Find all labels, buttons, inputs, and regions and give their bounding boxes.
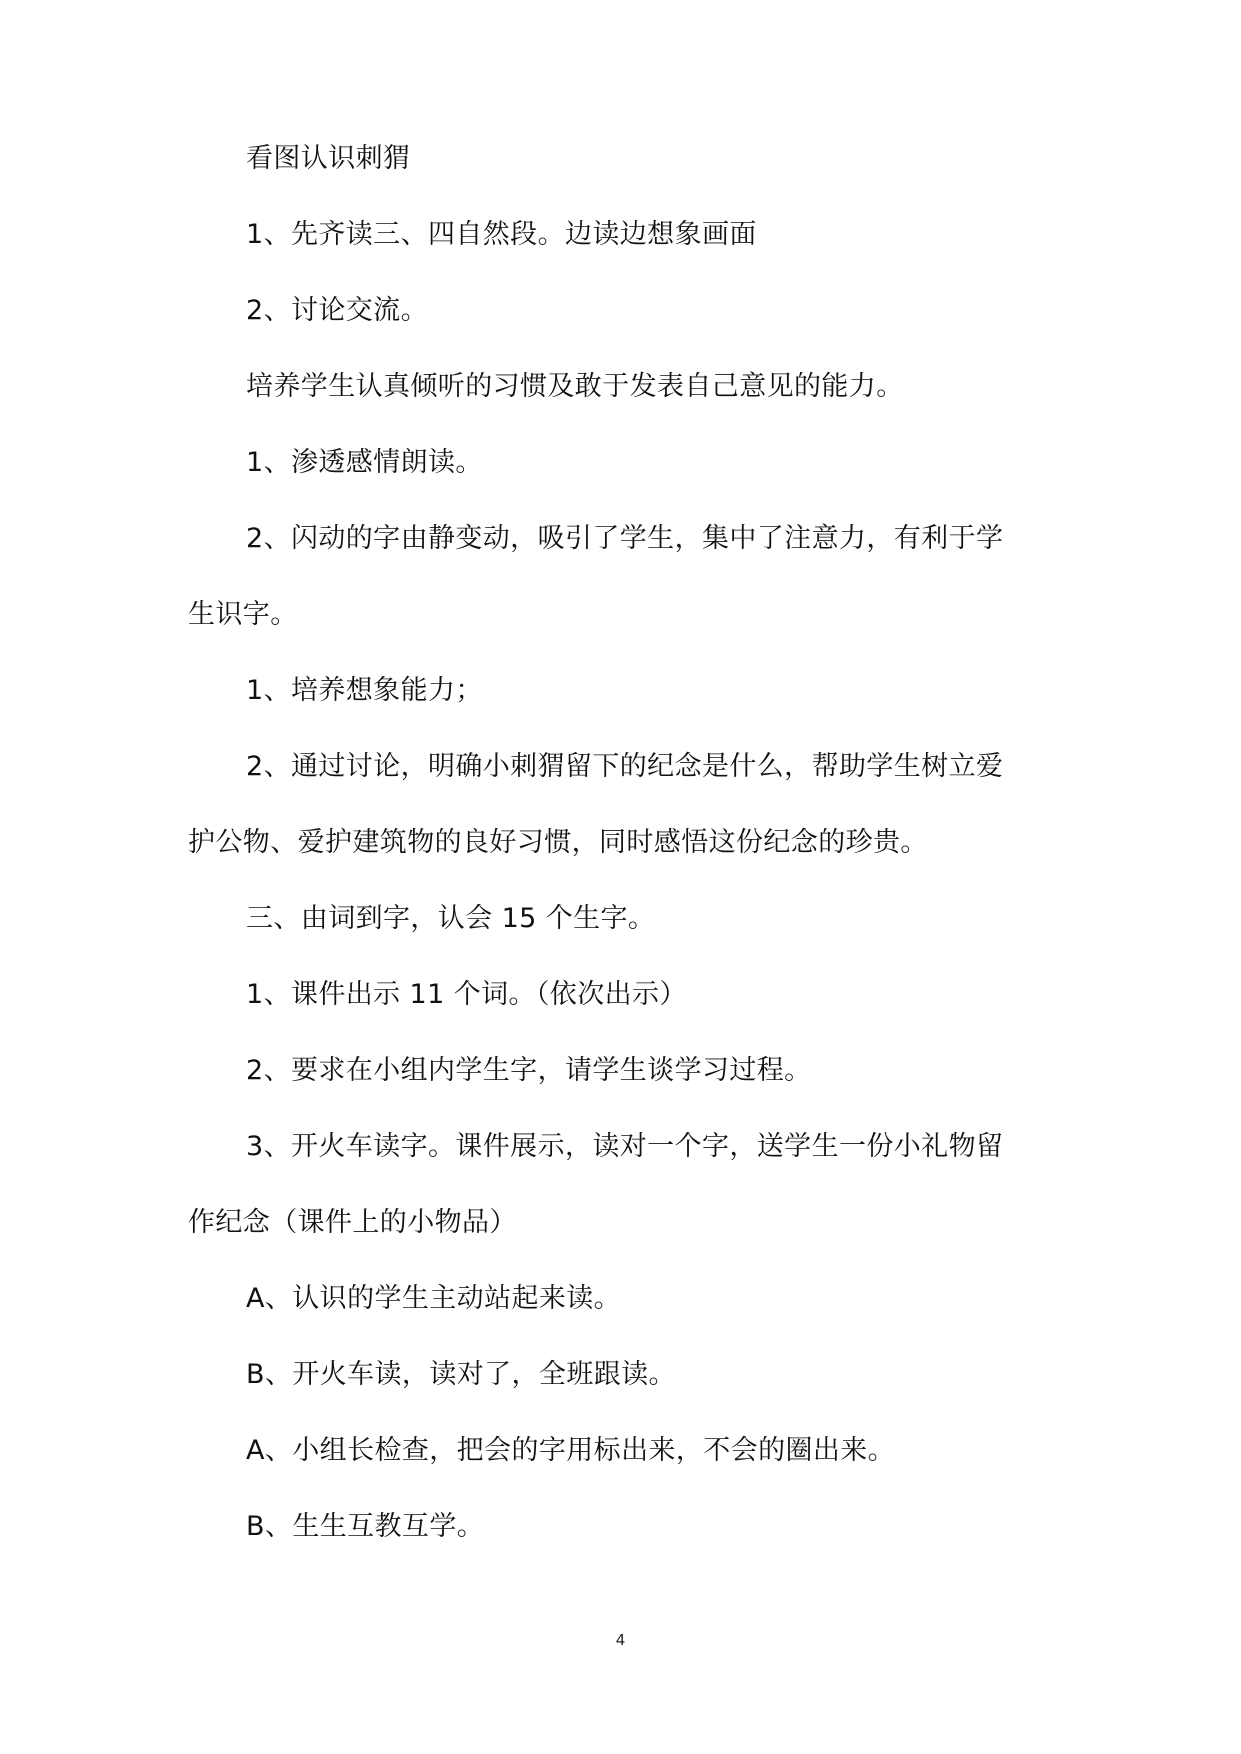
paragraph-line: 看图认识刺猬 bbox=[246, 143, 411, 174]
paragraph-line: 2、讨论交流。 bbox=[246, 295, 428, 326]
paragraph-line: 生识字。 bbox=[188, 599, 298, 630]
paragraph-line: 1、渗透感情朗读。 bbox=[246, 447, 483, 478]
paragraph-line: 2、闪动的字由静变动，吸引了学生，集中了注意力，有利于学 bbox=[246, 523, 1004, 554]
paragraph-line: 护公物、爱护建筑物的良好习惯，同时感悟这份纪念的珍贵。 bbox=[188, 827, 928, 858]
paragraph-line: B、生生互教互学。 bbox=[246, 1511, 485, 1542]
paragraph-line: 作纪念（课件上的小物品） bbox=[188, 1207, 517, 1238]
paragraph-line: 2、通过讨论，明确小刺猬留下的纪念是什么，帮助学生树立爱 bbox=[246, 751, 1004, 782]
paragraph-line: 3、开火车读字。课件展示，读对一个字，送学生一份小礼物留 bbox=[246, 1131, 1004, 1162]
paragraph-line: 培养学生认真倾听的习惯及敢于发表自己意见的能力。 bbox=[246, 371, 904, 402]
paragraph-line: B、开火车读，读对了，全班跟读。 bbox=[246, 1359, 676, 1390]
paragraph-line: 1、课件出示 11 个词。（依次出示） bbox=[246, 979, 687, 1010]
paragraph-line: 1、先齐读三、四自然段。边读边想象画面 bbox=[246, 219, 757, 250]
paragraph-line: 1、培养想象能力； bbox=[246, 675, 483, 706]
paragraph-line: A、认识的学生主动站起来读。 bbox=[246, 1283, 622, 1314]
paragraph-line: A、小组长检查，把会的字用标出来，不会的圈出来。 bbox=[246, 1435, 896, 1466]
paragraph-line: 2、要求在小组内学生字，请学生谈学习过程。 bbox=[246, 1055, 812, 1086]
paragraph-line: 三、由词到字，认会 15 个生字。 bbox=[246, 903, 656, 934]
page-number: 4 bbox=[615, 1631, 626, 1649]
